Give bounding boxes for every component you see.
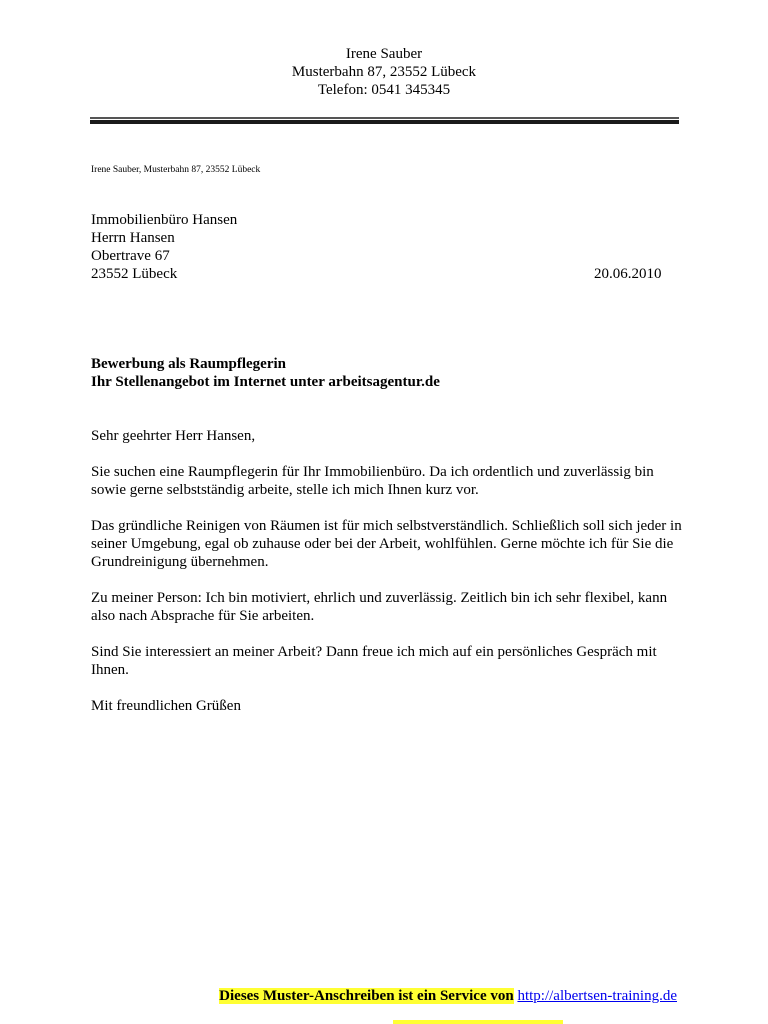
header-divider-thick <box>90 120 679 124</box>
footer-notice-text: Dieses Muster-Anschreiben ist ein Service von <box>219 988 514 1004</box>
subject-line-1: Bewerbung als Raumpflegerin <box>91 356 286 372</box>
recipient-address <box>91 211 237 283</box>
footer-highlight-stub <box>393 1020 563 1024</box>
recipient-company: Immobilienbüro Hansen <box>91 212 238 228</box>
header-divider-thin <box>90 117 679 119</box>
subject-block <box>91 355 440 391</box>
sender-name: Irene Sauber <box>345 46 423 62</box>
footer-link[interactable]: http://albertsen-training.de <box>517 988 677 1004</box>
body-paragraph-2: Das gründliche Reinigen von Räumen ist für mich selbstverständlich. Schließlich soll sich jeder in seiner Umgebung, egal ob zuhause oder bei der Arbeit, wohlfühlen. Gerne möchte ich für Sie die Grundreinigung übernehmen. <box>91 518 682 570</box>
recipient-city: 23552 Lübeck <box>91 266 178 282</box>
sender-address: Musterbahn 87, 23552 Lübeck <box>291 64 477 80</box>
recipient-person: Herrn Hansen <box>91 230 175 246</box>
footer-notice <box>0 987 677 1005</box>
return-address-line: Irene Sauber, Musterbahn 87, 23552 Lübeck <box>91 165 261 175</box>
letter-body <box>91 427 691 733</box>
subject-line-2: Ihr Stellenangebot im Internet unter arbeitsagentur.de <box>91 374 440 390</box>
body-paragraph-3: Zu meiner Person: Ich bin motiviert, ehrlich und zuverlässig. Zeitlich bin ich sehr flexibel, kann also nach Absprache für Sie arbeiten. <box>91 590 668 624</box>
letter-date: 20.06.2010 <box>594 266 662 282</box>
body-paragraph-4: Sind Sie interessiert an meiner Arbeit? Dann freue ich mich auf ein persönliches Gespräch mit Ihnen. <box>91 644 657 678</box>
closing: Mit freundlichen Grüßen <box>91 698 241 714</box>
sender-letterhead <box>0 45 768 99</box>
recipient-street: Obertrave 67 <box>91 248 170 264</box>
sender-phone: Telefon: 0541 345345 <box>317 82 451 98</box>
body-paragraph-1: Sie suchen eine Raumpflegerin für Ihr Immobilienbüro. Da ich ordentlich und zuverlässig bin sowie gerne selbstständig arbeite, stelle ich mich Ihnen kurz vor. <box>91 464 654 498</box>
salutation: Sehr geehrter Herr Hansen, <box>91 428 256 444</box>
